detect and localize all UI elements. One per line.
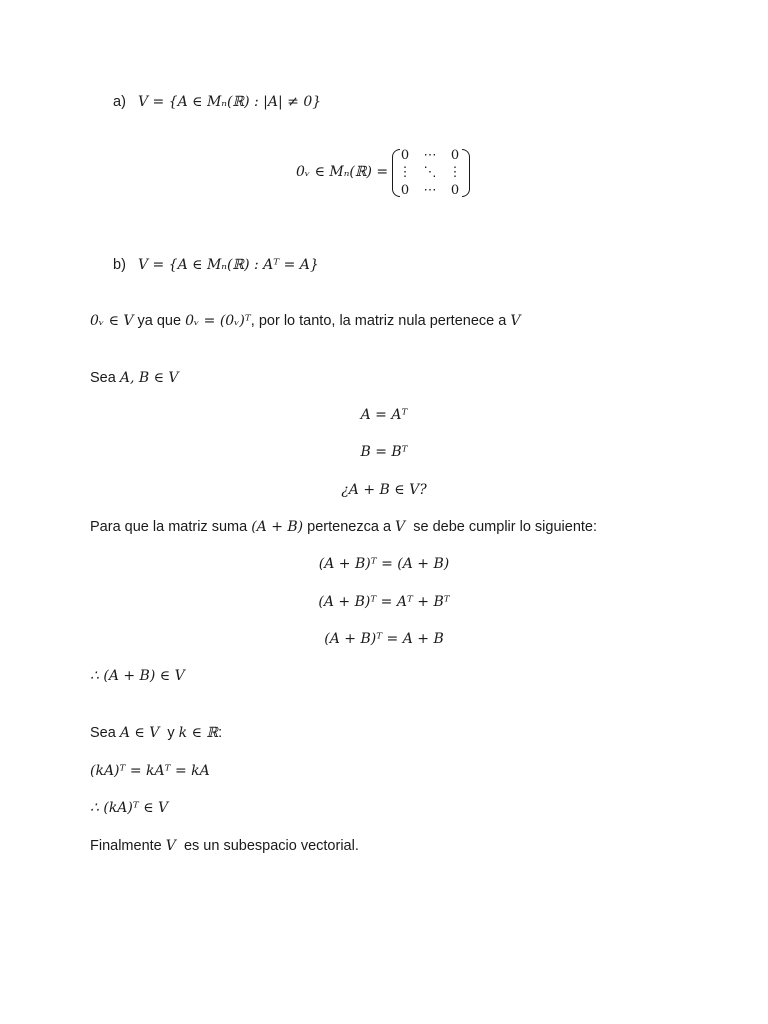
math-inline: (A + B) — [251, 519, 304, 535]
closure-question: ¿A + B ∈ V? — [341, 482, 427, 498]
text-inline: Sea — [90, 370, 120, 386]
math-inline: A ∈ V — [119, 725, 160, 741]
matrix-cell: ⋱ — [423, 165, 437, 180]
matrix-cell: 0 — [400, 183, 410, 198]
part-a-heading — [113, 94, 321, 110]
text-inline: Sea — [90, 725, 120, 741]
sum-condition-line — [90, 519, 597, 535]
math-inline: A, B ∈ V — [119, 370, 179, 386]
text-inline: se debe cumplir lo siguiente: — [405, 519, 597, 535]
math-inline: V — [510, 313, 521, 329]
part-b-heading — [113, 257, 319, 273]
text-inline: es un subespacio vectorial. — [175, 838, 359, 854]
text-inline: ya que — [133, 313, 186, 329]
math-inline: 0ᵥ = (0ᵥ)ᵀ — [185, 313, 251, 329]
matrix-cell: 0 — [400, 148, 410, 163]
sum-equation-2: (A + B)ᵀ = Aᵀ + Bᵀ — [318, 594, 450, 610]
matrix-cell: 0 — [450, 148, 460, 163]
sum-equation-1: (A + B)ᵀ = (A + B) — [318, 556, 450, 572]
math-inline: k ∈ ℝ — [178, 725, 219, 741]
sum-equation-3: (A + B)ᵀ = A + B — [324, 631, 444, 647]
therefore-scalar-in-v: ∴ (kA)ᵀ ∈ V — [90, 800, 169, 816]
part-b-label: b) — [113, 257, 126, 273]
matrix-cell: ⋮ — [448, 165, 462, 180]
matrix-cell: ⋯ — [423, 148, 437, 163]
equation-a-transpose: A = Aᵀ — [360, 407, 408, 423]
scalar-equation: (kA)ᵀ = kAᵀ = kA — [90, 763, 210, 779]
part-b-set-definition: V = {A ∈ Mₙ(ℝ) : Aᵀ = A} — [137, 257, 319, 273]
part-a-set-definition: V = {A ∈ Mₙ(ℝ) : |A| ≠ 0} — [137, 94, 322, 110]
text-inline: Para que la matriz suma — [90, 519, 252, 535]
text-inline: : — [218, 725, 223, 741]
text-inline: , por lo tanto, la matriz nula pertenece a — [250, 313, 511, 329]
therefore-sum-in-v: ∴ (A + B) ∈ V — [90, 668, 185, 684]
math-inline: V — [165, 838, 176, 854]
sea-k-line — [90, 725, 222, 741]
math-inline: V — [395, 519, 406, 535]
matrix-cell: 0 — [450, 183, 460, 198]
text-inline: y — [159, 725, 179, 741]
conclusion-line — [90, 838, 359, 854]
matrix-right-paren — [462, 149, 470, 197]
equation-b-transpose: B = Bᵀ — [360, 444, 408, 460]
sea-a-b-line — [90, 370, 179, 386]
part-a-label: a) — [113, 94, 126, 110]
zero-in-v-line — [90, 313, 520, 329]
matrix-cell: ⋯ — [423, 183, 437, 198]
matrix-cell: ⋮ — [398, 165, 412, 180]
zero-matrix-lhs: 0ᵥ ∈ Mₙ(ℝ) = — [296, 164, 389, 180]
math-inline: 0ᵥ ∈ V — [90, 313, 134, 329]
text-inline: pertenezca a — [303, 519, 396, 535]
text-inline: Finalmente — [90, 838, 166, 854]
